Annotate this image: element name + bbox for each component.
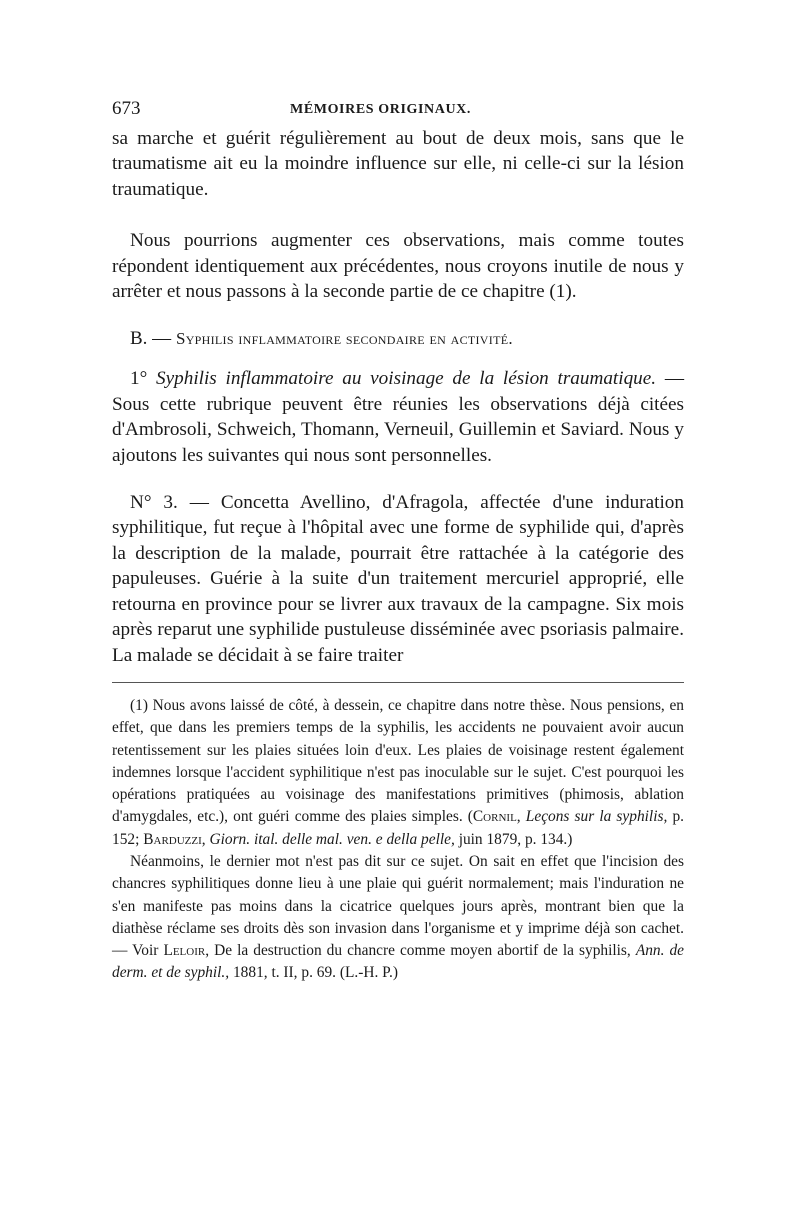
footnote-author-leloir: Leloir, <box>163 942 210 960</box>
subsection-text: — Sous cette rubrique peuvent être réunies les observations déjà citées d'Ambrosoli, Schweich, Thomann, Verneuil, Guillemin et Saviard. Nous y ajoutons les suivantes qui nous sont personnelles. <box>112 368 685 466</box>
page-number: 673 <box>112 98 141 119</box>
paragraph-observations: Nous pourrions augmenter ces observations, mais comme toutes répondent identiquement aux précédentes, nous croyons inutile de nous y arrêter et nous passons à la seconde partie de ce chapitre (1). <box>112 230 684 303</box>
footnote-author-cornil: Cornil, <box>472 808 521 826</box>
footnote-text-4: Néanmoins, le dernier mot n'est pas dit sur ce sujet. On sait en effet que l'incision des chancres syphilitiques donne lieu à une plaie qui guérit normalement; mais l'induration ne s'en manifeste pas moins dans la cicatrice quelques jours après, montrant bien que la diathèse réclame ses droits dès son invasion dans l'organisme et y imprime déjà son cachet. — Voir <box>112 852 684 960</box>
footnote-text-3: juin 1879, p. 134.) <box>458 830 573 848</box>
footnote-author-barduzzi: Barduzzi, <box>143 830 206 848</box>
running-head <box>112 98 684 122</box>
footnote-paragraph-1 <box>112 695 684 851</box>
case-label: N° 3. — <box>130 492 209 514</box>
footnote-divider <box>112 682 684 683</box>
paragraph-continued: sa marche et guérit régulièrement au bout de deux mois, sans que le traumatisme ait eu la moindre influence sur elle, ni celle-ci sur la lésion traumatique. <box>112 128 684 200</box>
footnote-text-5: De la destruction du chancre comme moyen abortif de la syphilis, <box>214 942 631 960</box>
footnote-marker: (1) <box>130 696 148 714</box>
case-paragraph <box>112 490 684 668</box>
footnote-text-6: 1881, t. II, p. 69. (L.-H. P.) <box>232 964 398 982</box>
case-text: Concetta Avellino, d'Afragola, affectée d'une induration syphilitique, fut reçue à l'hôpital avec une forme de syphilide qui, d'après la description de la malade, pourrait être rattachée à la catégorie des papuleuses. Guérie à la suite d'un traitement mercuriel approprié, elle retourna en province pour se livrer aux travaux de la campagne. Six mois après reparut une syphilide pustuleuse disséminée avec psoriasis palmaire. La malade se décidait à se faire traiter <box>112 492 684 666</box>
document-page <box>112 98 684 985</box>
footnote-title-ann: Ann. de derm. et de syphil., <box>112 942 685 982</box>
section-title: Syphilis inflammatoire secondaire en activité. <box>175 329 513 349</box>
section-letter: B. — <box>130 328 172 350</box>
subsection-number: 1° <box>130 368 148 390</box>
subsection-title: Syphilis inflammatoire au voisinage de la lésion traumatique. <box>156 368 657 390</box>
running-head-title: MÉMOIRES ORIGINAUX. <box>290 102 471 117</box>
footnote-section <box>112 695 684 985</box>
footnote-text-1: Nous avons laissé de côté, à dessein, ce chapitre dans notre thèse. Nous pensions, en effet, que dans les premiers temps de la syphilis, les accidents ne pouvaient avoir aucun retentissement sur les plaies situées loin d'eux. Les plaies de voisinage restent également indemnes lorsque l'accident syphilitique n'est pas inoculable sur le sujet. C'est pourquoi les opérations pratiquées au voisinage des manifestations primitives (phimosis, ablation d'amygdales, etc.), ont guéri comme des plaies simples. ( <box>112 696 684 826</box>
footnote-paragraph-2 <box>112 851 684 985</box>
footnote-title-giorn: Giorn. ital. delle mal. ven. e della pelle, <box>209 830 455 848</box>
footnote-text-2: p. 152; <box>112 808 684 848</box>
section-heading <box>112 326 684 352</box>
subsection-paragraph <box>112 366 684 468</box>
footnote-title-lecons: Leçons sur la syphilis, <box>525 808 668 826</box>
